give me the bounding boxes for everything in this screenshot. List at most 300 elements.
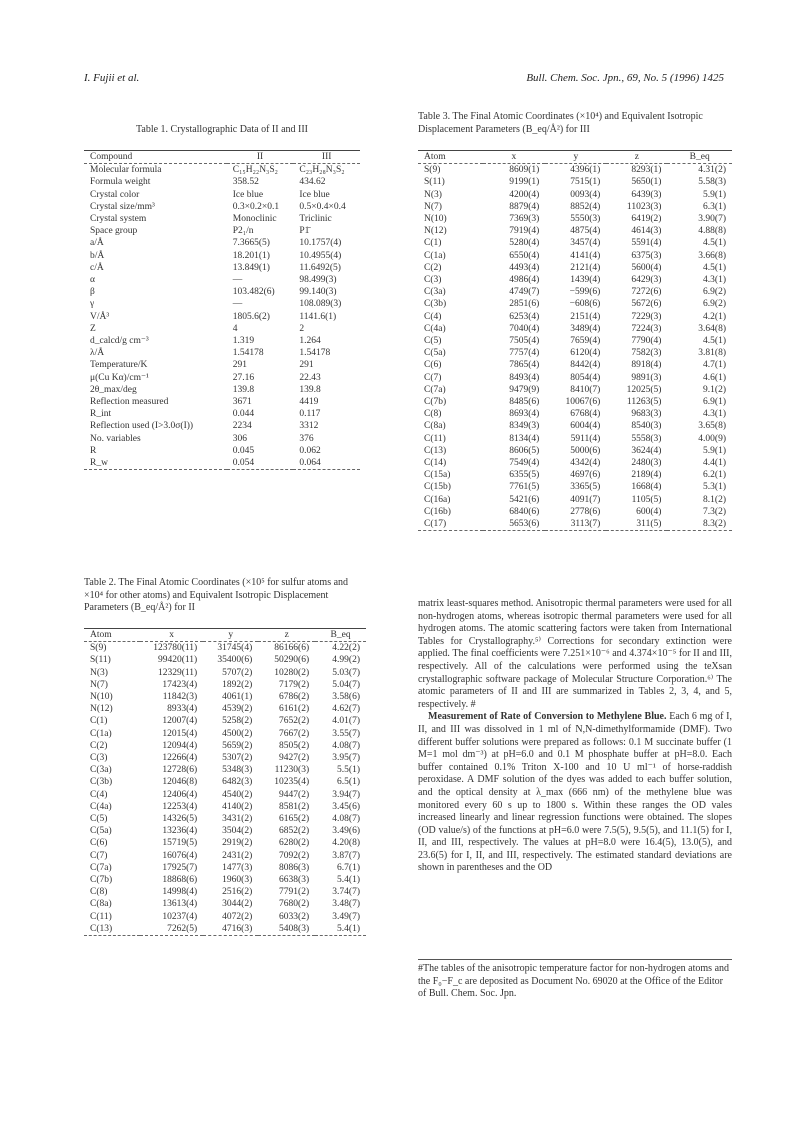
table2 (84, 628, 366, 936)
table1-row (84, 189, 360, 201)
table2-cell: 16076(4) (162, 850, 198, 861)
table2-cell: C(3a) (90, 765, 112, 776)
table1-cell: 0.064 (293, 457, 360, 470)
table2-cell: C(1) (90, 716, 108, 727)
table3-cell: 4091(7) (570, 494, 601, 505)
table3-cell: 5600(4) (631, 262, 662, 273)
table2-cell: 2516(2) (222, 887, 253, 898)
table2-row (84, 886, 366, 898)
table2-cell: 18868(6) (162, 875, 198, 886)
table1-cell: Ice blue (232, 189, 264, 200)
table3-col-y: y (545, 151, 606, 164)
table2-cell: 50290(6) (274, 655, 310, 666)
table1-cell: α (90, 275, 95, 286)
table2-cell: 5.4(1) (337, 875, 360, 886)
table2-row (84, 837, 366, 849)
table3-cell: 8442(4) (570, 360, 601, 371)
table2-cell: 11230(3) (274, 765, 310, 776)
table3-cell: 6.9(2) (703, 299, 726, 310)
table3-cell: 8609(1) (509, 165, 540, 176)
table2-cell: 12046(8) (162, 777, 198, 788)
table2-cell: 3.58(6) (332, 692, 360, 703)
table3-cell: 6.9(2) (703, 287, 726, 298)
table1-cell: 139.8 (299, 384, 321, 395)
table1-cell: Molecular formula (90, 165, 162, 176)
table2-caption: Table 2. The Final Atomic Coordinates (×10⁵ for sulfur atoms and ×10⁴ for other atoms) and Equivalent Isotropic Displacement Parameters (B_eq/Å²) for II (84, 577, 349, 613)
table2-cell: 8086(3) (279, 862, 310, 873)
table3-cell: 6375(3) (631, 250, 662, 261)
table3-cell: C(5) (424, 336, 442, 347)
table2-cell: C(1a) (90, 728, 112, 739)
table2-cell: N(10) (90, 692, 113, 703)
table3-cell: 4697(6) (570, 470, 601, 481)
table3-cell: 7515(1) (570, 177, 601, 188)
table2-cell: C(2) (90, 740, 108, 751)
table1-cell: 291 (232, 360, 247, 371)
table3-cell: 4342(4) (570, 458, 601, 469)
table2-cell: C(11) (90, 911, 112, 922)
table2-row (84, 813, 366, 825)
table3-cell: 4.5(1) (703, 336, 726, 347)
table2-cell: 3.95(7) (332, 753, 360, 764)
table1-cell: C₂₃H₂₈N₃S₂ (299, 165, 345, 176)
table3-col-x: x (483, 151, 546, 164)
table3-cell: C(7a) (424, 384, 446, 395)
table1-row (84, 286, 360, 298)
table3-cell: 5280(4) (509, 238, 540, 249)
table1-cell: 98.499(3) (299, 275, 337, 286)
table2-cell: 2431(2) (222, 850, 253, 861)
table1-cell: Space group (90, 226, 138, 237)
footnote: #The tables of the anisotropic temperature factor for non-hydrogen atoms and the F₀−F_c are deposited as Document No. 69020 at the Office of the Editor of Bull. Chem. Soc. Jpn. (418, 959, 732, 1001)
table2-cell: 6482(3) (222, 777, 253, 788)
table1-cell: 99.140(3) (299, 287, 337, 298)
table3-row (418, 189, 732, 201)
table3-cell: 7040(4) (509, 323, 540, 334)
table2-cell: 4716(3) (203, 923, 258, 936)
table1-cell: R_int (90, 409, 112, 420)
table1-row (84, 164, 360, 177)
table3-cell: 6429(3) (631, 275, 662, 286)
table1-cell: Ice blue (299, 189, 330, 200)
table3-cell: 4614(3) (631, 226, 662, 237)
table2-cell: C(5) (90, 814, 108, 825)
table3-cell: 1105(5) (631, 494, 662, 505)
table1-cell: 4419 (299, 397, 319, 408)
table1-cell: 306 (232, 433, 247, 444)
table3-cell: 5.58(3) (698, 177, 726, 188)
table3-cell: 4749(7) (509, 287, 540, 298)
table2-row (84, 911, 366, 923)
table1-row (84, 176, 360, 188)
table3-cell: 3489(4) (570, 323, 601, 334)
table3-cell: 8054(4) (570, 372, 601, 383)
table2-cell: 4.62(7) (332, 704, 360, 715)
table3-cell: 1668(4) (631, 482, 662, 493)
table3-cell: 12025(5) (626, 384, 662, 395)
table3-cell: 7549(4) (509, 458, 540, 469)
table3-cell: 4.3(1) (703, 275, 726, 286)
table3-cell: 2778(6) (570, 506, 601, 517)
table3-row (418, 262, 732, 274)
table3-row (418, 298, 732, 310)
table1-cell: 291 (299, 360, 314, 371)
table1-cell: 2 (299, 323, 305, 334)
table1-cell: 376 (299, 433, 314, 444)
table3-cell: 4.6(1) (703, 372, 726, 383)
table1-row (84, 347, 360, 359)
table3-cell: C(2) (424, 262, 442, 273)
table1-cell: Reflection used (I>3.0σ(I)) (90, 421, 194, 432)
table2-cell: 3431(2) (222, 814, 253, 825)
table2-cell: 123780(11) (153, 643, 198, 654)
table1-cell: 7.3665(5) (232, 238, 270, 249)
table1-col-II: II (227, 151, 294, 164)
table3-cell: 5000(6) (570, 445, 601, 456)
table1-row (84, 372, 360, 384)
table2-cell: 14326(5) (162, 814, 198, 825)
table2-row (84, 667, 366, 679)
table3-cell: 4.5(1) (703, 262, 726, 273)
table3-cell: C(1a) (424, 250, 446, 261)
table2-cell: 4.01(7) (332, 716, 360, 727)
table1-row (84, 298, 360, 310)
table2-cell: 4061(1) (222, 692, 253, 703)
table3-cell: 5421(6) (509, 494, 540, 505)
table3-row (418, 225, 732, 237)
table2-cell: 12728(6) (162, 765, 198, 776)
table1-row (84, 445, 360, 457)
table2-cell: 6033(2) (279, 911, 310, 922)
table2-cell: 4.99(2) (332, 655, 360, 666)
table1-cell: 1141.6(1) (299, 311, 337, 322)
table1-cell: 0.045 (232, 445, 255, 456)
table3-cell: C(3a) (424, 287, 446, 298)
table2-cell: C(8a) (90, 899, 112, 910)
table1-row (84, 323, 360, 335)
table2-cell: 5307(2) (222, 753, 253, 764)
table1-cell: Formula weight (90, 177, 151, 188)
table2-cell: 3.74(7) (332, 887, 360, 898)
table1-row (84, 396, 360, 408)
table1-cell: 13.849(1) (232, 262, 270, 273)
table2-cell: 12094(4) (162, 740, 198, 751)
table2-cell: 4.08(7) (332, 814, 360, 825)
table1-cell: 358.52 (232, 177, 259, 188)
table1-cell: — (232, 299, 243, 310)
table1-cell: V/Å³ (90, 311, 110, 322)
table2-cell: 3.49(7) (332, 911, 360, 922)
table2-cell: N(7) (90, 679, 108, 690)
table3-cell: C(16b) (424, 506, 451, 517)
table3-cell: 6.2(1) (703, 470, 726, 481)
table2-col-z: z (258, 629, 315, 642)
table2-cell: C(4) (90, 789, 108, 800)
table2-cell: 5707(2) (222, 667, 253, 678)
table2-cell: 3504(2) (222, 826, 253, 837)
table3-cell: 5.9(1) (703, 445, 726, 456)
table1-cell: P1̄ (299, 226, 310, 237)
table3-cell: C(6) (424, 360, 442, 371)
table3-cell: 4.88(8) (698, 226, 726, 237)
table3-cell: 3.90(7) (698, 214, 726, 225)
table2-cell: 31745(4) (217, 643, 253, 654)
table3-cell: 4396(1) (570, 165, 601, 176)
table3-cell: 8485(6) (509, 397, 540, 408)
table1-cell: Crystal size/mm³ (90, 201, 155, 212)
table2-cell: 7179(2) (279, 679, 310, 690)
table2-cell: 4140(2) (222, 801, 253, 812)
table3-cell: 7761(5) (509, 482, 540, 493)
table3-cell: 5.9(1) (703, 189, 726, 200)
table1-cell: c/Å (90, 262, 104, 273)
table3-cell: 9683(3) (631, 409, 662, 420)
table3-cell: 0093(4) (570, 189, 601, 200)
table2-cell: C(7) (90, 850, 108, 861)
table1-cell: 11.6492(5) (299, 262, 341, 273)
table3-col-z: z (606, 151, 667, 164)
section-heading: Measurement of Rate of Conversion to Methylene Blue. (428, 711, 667, 723)
table3-cell: 8879(4) (509, 201, 540, 212)
table1-cell: 4 (232, 323, 238, 334)
table3-cell: 11263(5) (626, 397, 662, 408)
table3-cell: 6253(4) (509, 311, 540, 322)
table1-caption: Table 1. Crystallographic Data of II and III (135, 124, 308, 135)
table2-cell: 6852(2) (279, 826, 310, 837)
table1-cell: Crystal system (90, 214, 147, 225)
table2-row (84, 654, 366, 666)
table2-cell: 6165(2) (279, 814, 310, 825)
table1-cell: Crystal color (90, 189, 140, 200)
table1-row (84, 311, 360, 323)
table2-cell: 3.48(7) (332, 899, 360, 910)
table2-cell: 8505(2) (279, 740, 310, 751)
table1-row (84, 225, 360, 237)
table1-cell: γ (90, 299, 95, 310)
table2-cell: S(9) (90, 643, 107, 654)
table3-cell: 5650(1) (631, 177, 662, 188)
table3-cell: 8293(1) (631, 165, 662, 176)
table1-cell: 1.54178 (232, 348, 264, 359)
table3 (418, 150, 732, 531)
table2-body (84, 642, 366, 936)
table3-cell: 4141(4) (570, 250, 601, 261)
table2-cell: 2919(2) (222, 838, 253, 849)
table2-row (84, 728, 366, 740)
table2-row (84, 862, 366, 874)
table2-cell: 5258(2) (222, 716, 253, 727)
table2-cell: 12406(4) (162, 789, 198, 800)
table2-cell: 7680(2) (279, 899, 310, 910)
table3-row (418, 335, 732, 347)
table2-cell: 99420(11) (157, 655, 198, 666)
table2-cell: C(7b) (90, 875, 113, 886)
table2-row (84, 703, 366, 715)
table1-cell: R_w (84, 457, 227, 470)
table3-cell: 6439(3) (631, 189, 662, 200)
table3-cell: 9479(9) (509, 384, 540, 395)
table3-cell: −608(6) (569, 299, 601, 310)
table3-cell: 7272(6) (631, 287, 662, 298)
table1-header-row (84, 151, 360, 164)
table3-cell: 2189(4) (631, 470, 662, 481)
table3-cell: 4.31(2) (698, 165, 726, 176)
table2-cell: 13236(4) (162, 826, 198, 837)
table3-cell: 8540(3) (631, 421, 662, 432)
table2-cell: 4.22(2) (332, 643, 360, 654)
table3-cell: 8349(3) (509, 421, 540, 432)
table1-cell: 0.062 (299, 445, 321, 456)
table3-cell: 7224(3) (631, 323, 662, 334)
table3-cell: 3.66(8) (698, 250, 726, 261)
table1-cell: Temperature/K (90, 360, 148, 371)
table3-cell: C(1) (424, 238, 442, 249)
table2-cell: 10235(4) (274, 777, 310, 788)
table2-cell: 15719(5) (162, 838, 198, 849)
table3-cell: C(11) (424, 433, 446, 444)
table2-cell: 17925(7) (162, 862, 198, 873)
table2-row (84, 923, 366, 936)
table2-cell: C(7a) (90, 862, 112, 873)
table3-row (418, 408, 732, 420)
table1-row (84, 250, 360, 262)
table1-cell: 434.62 (299, 177, 326, 188)
table1-cell: 0.117 (299, 409, 321, 420)
table3-cell: 5.3(1) (703, 482, 726, 493)
table1-cell: 108.089(3) (299, 299, 342, 310)
table2-cell: 4072(2) (222, 911, 253, 922)
table1-row (84, 359, 360, 371)
table1-cell: 0.3×0.2×0.1 (232, 201, 280, 212)
table3-row (418, 237, 732, 249)
table3-cell: 8693(4) (509, 409, 540, 420)
table3-cell: C(16a) (424, 494, 451, 505)
table3-cell: 1439(4) (570, 275, 601, 286)
table3-cell: S(9) (424, 165, 441, 176)
table3-cell: 4.2(1) (703, 311, 726, 322)
table2-cell: 17423(4) (162, 679, 198, 690)
table3-row (418, 311, 732, 323)
table3-row (418, 457, 732, 469)
table2-row (84, 679, 366, 691)
table3-cell: C(7) (424, 372, 442, 383)
table1-cell: d_calcd/g cm⁻³ (90, 336, 149, 347)
table2-cell: C(8) (90, 887, 108, 898)
table1-cell: P2₁/n (232, 226, 254, 237)
table3-cell: 4.5(1) (703, 238, 726, 249)
table2-cell: 6161(2) (279, 704, 310, 715)
table2-cell: 8581(2) (279, 801, 310, 812)
table2-cell: 4.08(7) (332, 740, 360, 751)
table1-cell: 1.319 (232, 336, 255, 347)
table2-cell: 12007(4) (162, 716, 198, 727)
table2-row (84, 789, 366, 801)
table2-cell: 8933(4) (167, 704, 198, 715)
table1-cell: Monoclinic (232, 214, 277, 225)
table3-cell: 311(5) (606, 518, 667, 531)
table1-cell: 3671 (232, 397, 252, 408)
table2-cell: 3.55(7) (332, 728, 360, 739)
table1-cell: 0.054 (227, 457, 294, 470)
table2-cell: S(11) (90, 655, 111, 666)
table3-row (418, 481, 732, 493)
table2-row (84, 764, 366, 776)
table1-cell: a/Å (90, 238, 104, 249)
table3-cell: 7757(4) (509, 348, 540, 359)
table3-cell: 9.1(2) (703, 384, 726, 395)
table1-cell: 3312 (299, 421, 319, 432)
table3-cell: 8852(4) (570, 201, 601, 212)
table3-cell: 3113(7) (545, 518, 606, 531)
table3-cell: N(12) (424, 226, 447, 237)
table1-row (84, 457, 360, 470)
table3-cell: 5911(4) (570, 433, 601, 444)
table2-col-beq: B_eq (315, 629, 366, 642)
table3-row (418, 396, 732, 408)
table3-header-row (418, 151, 732, 164)
table1-row (84, 274, 360, 286)
table1-row (84, 237, 360, 249)
table3-row (418, 420, 732, 432)
table3-cell: 8.1(2) (703, 494, 726, 505)
table3-cell: 7369(3) (509, 214, 540, 225)
table2-cell: 9427(2) (279, 753, 310, 764)
table3-cell: 5550(3) (570, 214, 601, 225)
table1-cell: 18.201(1) (232, 250, 270, 261)
table3-cell: 8410(7) (570, 384, 601, 395)
table3-cell: N(3) (424, 189, 442, 200)
table3-cell: C(17) (418, 518, 483, 531)
table1-cell: 0.044 (232, 409, 255, 420)
table1-cell: 10.4955(4) (299, 250, 342, 261)
table1-cell: 139.8 (232, 384, 255, 395)
table2-row (84, 776, 366, 788)
table1-row (84, 420, 360, 432)
table2-cell: 10280(2) (274, 667, 310, 678)
table2-cell: 12015(4) (162, 728, 198, 739)
table3-cell: 2151(4) (570, 311, 601, 322)
table3-row (418, 518, 732, 531)
table3-cell: C(15b) (424, 482, 451, 493)
table3-cell: 5558(3) (631, 433, 662, 444)
table3-cell: C(3b) (424, 299, 447, 310)
table3-row (418, 359, 732, 371)
table2-col-y: y (203, 629, 258, 642)
table3-row (418, 286, 732, 298)
table3-cell: 3457(4) (570, 238, 601, 249)
table3-cell: N(7) (424, 201, 442, 212)
table1-cell: 27.16 (232, 372, 255, 383)
table2-row (84, 715, 366, 727)
table1-cell: R (90, 445, 97, 456)
table3-cell: 4986(4) (509, 275, 540, 286)
table3-cell: C(8a) (424, 421, 446, 432)
table2-cell: 35400(6) (217, 655, 253, 666)
table3-row (418, 445, 732, 457)
body-paragraph-1: matrix least-squares method. Anisotropic thermal parameters were used for all non-hydrogen atoms, whereas isotropic thermal parameters were used for all hydrogen atoms. The atomic scattering factors were taken from International Tables for Crystallography.⁵⁾ Corrections for secondary extinction were applied. The final coefficients were 7.251×10⁻⁶ and 4.374×10⁻⁵ for II and III, respectively. All of the calculations were performed using the teXsan crystallographic software package of Molecular Structure Corporation.⁶⁾ The atomic parameters of II and III are summarized in Tables 2, 3, 4, and 5, respectively. # (418, 598, 732, 710)
table3-cell: C(7b) (424, 397, 447, 408)
table2-row (84, 740, 366, 752)
table3-cell: 7919(4) (509, 226, 540, 237)
table2-cell: 1892(2) (222, 679, 253, 690)
table3-cell: 7790(4) (631, 336, 662, 347)
table1-row (84, 201, 360, 213)
table1-cell: β (90, 287, 95, 298)
table3-cell: 2121(4) (570, 262, 601, 273)
table3-cell: 600(4) (636, 506, 662, 517)
table1-cell: μ(Cu Kα)/cm⁻¹ (90, 372, 149, 383)
table1-cell: No. variables (90, 433, 141, 444)
